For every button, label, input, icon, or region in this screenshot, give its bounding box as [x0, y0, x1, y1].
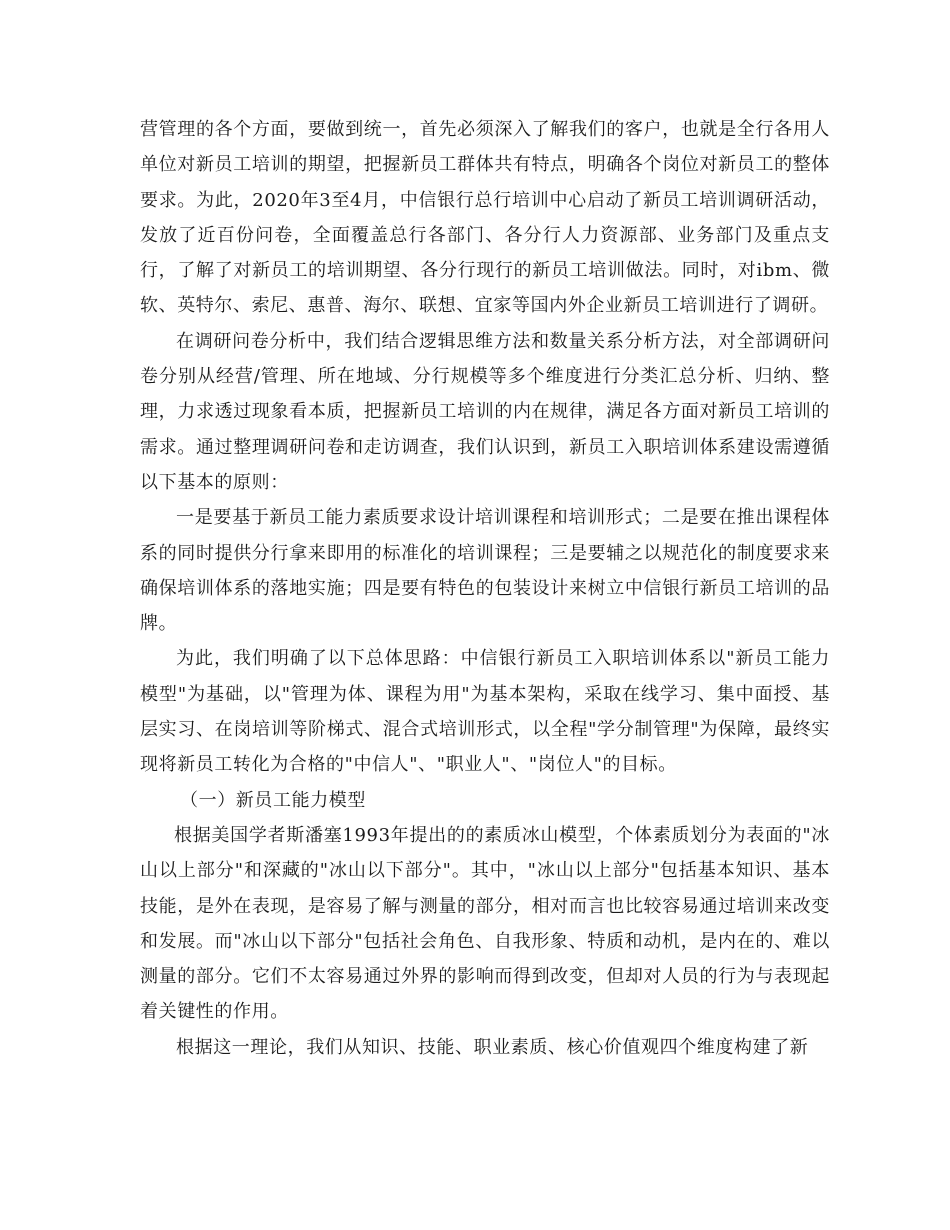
document-body	[140, 112, 830, 1065]
paragraph-principles: 一是要基于新员工能力素质要求设计培训课程和培训形式；二是要在推出课程体系的同时提供分行拿来即用的标准化的培训课程；三是要辅之以规范化的制度要求来确保培训体系的落地实施；四是要有特色的包装设计来树立中信银行新员工培训的品牌。	[140, 507, 830, 635]
paragraph-theory-application: 根据这一理论，我们从知识、技能、职业素质、核心价值观四个维度构建了新	[176, 1036, 809, 1058]
paragraph-iceberg-model: 根据美国学者斯潘塞1993年提出的的素质冰山模型，个体素质划分为表面的"冰山以上部分"和深藏的"冰山以下部分"。其中，"冰山以上部分"包括基本知识、基本技能，是外在表现，是容易了解与测量的部分，相对而言也比较容易通过培训来改变和发展。而"冰山以下部分"包括社会角色、自我形象、特质和动机，是内在的、难以测量的部分。它们不太容易通过外界的影响而得到改变，但却对人员的行为与表现起着关键性的作用。	[140, 824, 830, 1023]
paragraph-overall-approach: 为此，我们明确了以下总体思路：中信银行新员工入职培训体系以"新员工能力模型"为基础，以"管理为体、课程为用"为基本架构，采取在线学习、集中面授、基层实习、在岗培训等阶梯式、混合式培训形式，以全程"学分制管理"为保障，最终实现将新员工转化为合格的"中信人"、"职业人"、"岗位人"的目标。	[140, 648, 830, 776]
paragraph-survey-analysis: 在调研问卷分析中，我们结合逻辑思维方法和数量关系分析方法，对全部调研问卷分别从经营/管理、所在地域、分行规模等多个维度进行分类汇总分析、归纳、整理，力求透过现象看本质，把握新员工培训的内在规律，满足各方面对新员工培训的需求。通过整理调研问卷和走访调查，我们认识到，新员工入职培训体系建设需遵循以下基本的原则：	[140, 330, 830, 493]
section-heading-competency-model: （一）新员工能力模型	[180, 789, 366, 811]
paragraph-continued-intro: 营管理的各个方面，要做到统一，首先必须深入了解我们的客户，也就是全行各用人单位对新员工培训的期望，把握新员工群体共有特点，明确各个岗位对新员工的整体要求。为此，2020年3至4月，中信银行总行培训中心启动了新员工培训调研活动，发放了近百份问卷，全面覆盖总行各部门、各分行人力资源部、业务部门及重点支行，了解了对新员工的培训期望、各分行现行的新员工培训做法。同时，对ibm、微软、英特尔、索尼、惠普、海尔、联想、宜家等国内外企业新员工培训进行了调研。	[140, 119, 830, 317]
